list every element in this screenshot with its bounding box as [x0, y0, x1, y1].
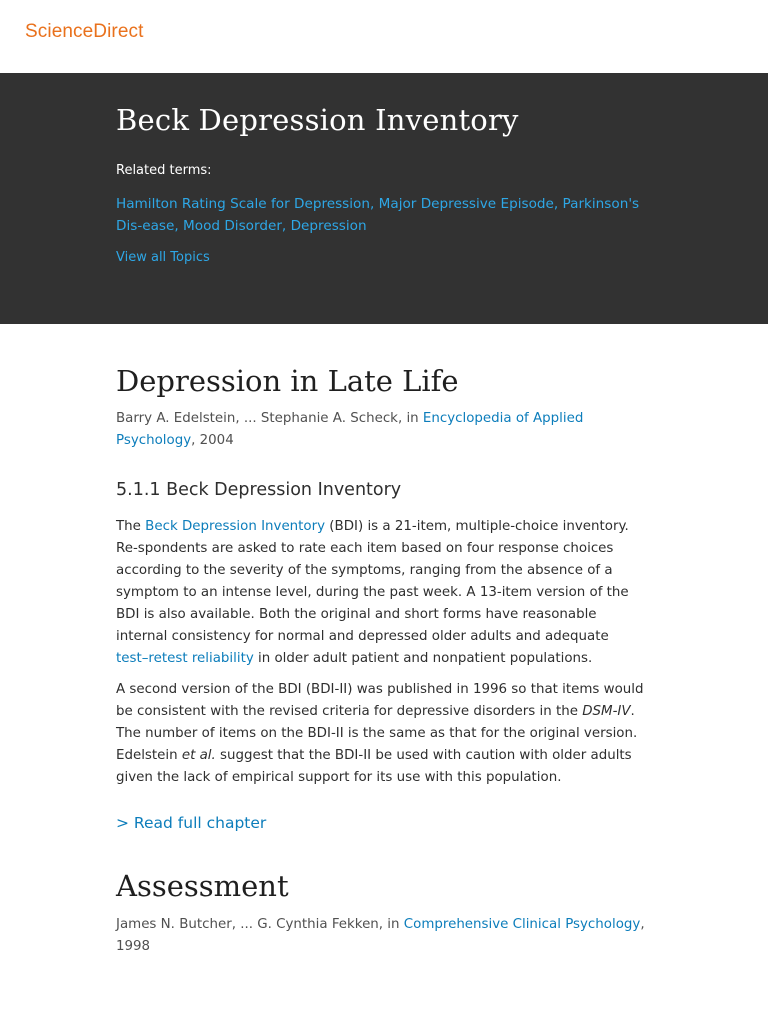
chapter-title[interactable]: Depression in Late Life — [116, 364, 459, 398]
related-terms-list: Hamilton Rating Scale for Depression, Major Depressive Episode, Parkinson's Dis-ease, Mood Disorder, Depression — [116, 196, 640, 234]
source-link[interactable]: Comprehensive Clinical Psychology — [403, 917, 641, 932]
top-bar — [0, 0, 768, 73]
beck-depression-inventory-link[interactable]: Beck Depression Inventory — [145, 519, 326, 534]
chapter-title[interactable]: Assessment — [116, 869, 289, 903]
related-terms-label: Related terms: — [116, 163, 212, 178]
text: DSM-IV — [582, 704, 631, 719]
text: . The number of items on the BDI-II is the same as that for the original version. Edelstein — [116, 704, 638, 763]
search-results — [0, 324, 768, 1024]
authors-text: Barry A. Edelstein, ... Stephanie A. Scheck, in — [116, 411, 423, 426]
source-link[interactable]: Encyclopedia of Applied Psychology — [116, 411, 584, 448]
view-all-topics-link[interactable]: View all Topics — [116, 250, 210, 265]
related-term-link[interactable]: Mood Disorder — [183, 218, 282, 234]
excerpt-paragraph — [116, 516, 644, 670]
sciencedirect-logo[interactable]: ScienceDirect — [25, 21, 144, 42]
test-retest-reliability-link[interactable]: test–retest reliability — [116, 651, 254, 666]
chapter-authors — [116, 408, 646, 452]
text: et al. — [181, 748, 216, 763]
topic-header — [0, 73, 768, 324]
publication-year: , 2004 — [191, 433, 234, 448]
text: in older adult patient and nonpatient populations. — [253, 651, 593, 666]
text: suggest that the BDI-II be used with caution with older adults given the lack of empirical support for its use with this population. — [116, 748, 632, 785]
text: A second version of the BDI (BDI-II) was published in 1996 so that items would be consistent with the revised criteria for depressive disorders in the — [116, 682, 644, 719]
topic-title: Beck Depression Inventory — [116, 103, 519, 137]
related-term-link[interactable]: Hamilton Rating Scale for Depression — [116, 196, 370, 212]
text: The — [116, 519, 146, 534]
excerpt-paragraph — [116, 679, 644, 789]
read-full-chapter-link[interactable]: > Read full chapter — [116, 814, 267, 832]
section-heading: 5.1.1 Beck Depression Inventory — [116, 480, 402, 500]
publication-year: , 1998 — [116, 917, 645, 954]
related-term-link[interactable]: Parkinson's Dis-ease — [116, 196, 640, 234]
authors-text: James N. Butcher, ... G. Cynthia Fekken, in — [116, 917, 404, 932]
text: (BDI) is a 21-item, multiple-choice inventory. Re-spondents are asked to rate each item based on four response choices according to the severity of the symptoms, ranging from the absence of a symptom to an intense level, during the past week. A 13-item version of the BDI is also available. Both the original and short forms have reasonable internal consistency for normal and depressed older adults and adequate — [116, 519, 629, 644]
chapter-authors — [116, 914, 646, 958]
related-term-link[interactable]: Depression — [290, 218, 367, 234]
related-term-link[interactable]: Major Depressive Episode — [378, 196, 554, 212]
